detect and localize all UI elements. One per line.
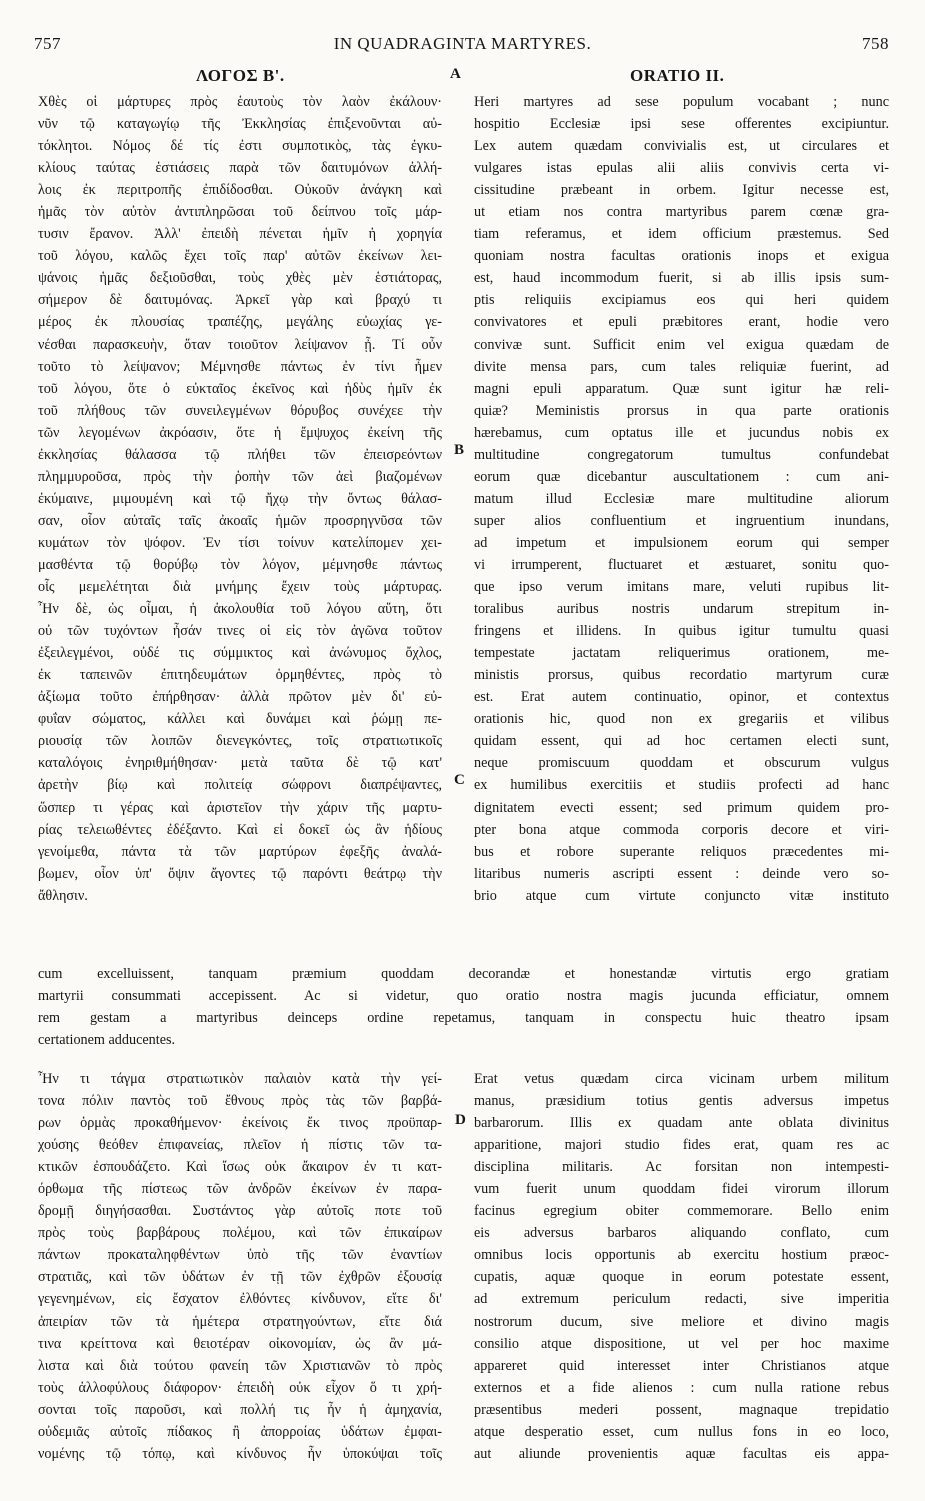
text-line: ἐξειλεγμένοι, οὐδέ τις σύμμικτος καὶ ἀνώνυμος ὄχλος, — [38, 645, 442, 662]
text-line: τοῦ λόγου, ὅτε ὁ εὐκταῖος ἐκεῖνος καὶ ἡδὺς ἡμῖν ἐκ — [38, 380, 442, 397]
text-line: atque desperatio esset, cum nullus fons in eo loco, — [474, 1423, 889, 1440]
text-line: ἄθλησιν. — [38, 887, 88, 904]
text-line: certationem adducentes. — [38, 1032, 176, 1049]
text-line: οὐδεμιᾶς αὐτοῖς πίδακος ἢ ἀπορροίας ὑδάτων ἐμφαι- — [38, 1423, 442, 1440]
text-line: apparitione, majori studio fides erat, quam res ac — [474, 1137, 889, 1154]
text-line: γεγενημένων, εἰς ἔσχατον ἐλθόντες κίνδυνον, εἴτε δι' — [38, 1291, 442, 1308]
text-line: τυσιν ἔρανον. Ἀλλ' ἐπειδὴ πένεται ἡμῖν ἡ χορηγία — [38, 226, 442, 243]
text-line: λοις ἐκ περιτροπῆς ἐπιδίδοσθαι. Οὐκοῦν ἀνάγκη καὶ — [38, 182, 442, 199]
text-line: multitudine congregatorum tumultus confundebat — [474, 446, 889, 463]
text-line: ad impetum et impulsionem eorum qui semper — [474, 534, 889, 551]
text-line: quidam essent, qui ad hoc certamen electi sunt, — [474, 733, 889, 750]
text-line: τονα πόλιν παντὸς τοῦ ἔθνους πρὸς τὰς τῶν βαρβά- — [38, 1093, 442, 1110]
text-line: magni epuli apparatum. Quæ sunt igitur hæ reli- — [474, 380, 889, 397]
text-line: tempestate jactatam reliquerimus orationem, me- — [474, 645, 889, 662]
text-line: dignitatem evecti essent; sed primum quidem pro- — [474, 799, 889, 816]
greek-text-column — [38, 91, 442, 907]
text-line: brio atque cum virtute conjuncto vitæ instituto — [474, 887, 889, 904]
text-line: vi irrumperent, fluctuaret et æstuaret, sonitu quo- — [474, 556, 889, 573]
text-line: σαν, οἷον αὐταῖς ταῖς ἀκοαῖς ἡμῶν προσρηγνῦσα τῶν — [38, 512, 442, 529]
text-line: hospitio Ecclesiæ ipsi sese offerentes excipiuntur. — [474, 116, 889, 133]
text-line: vulgares istas epulas alii aliis convivis certa vi- — [474, 160, 889, 177]
margin-marker-d: D — [455, 1112, 466, 1128]
text-line: Χθὲς οἱ μάρτυρες πρὸς ἑαυτοὺς τὸν λαὸν ἐκάλουν· — [38, 94, 442, 110]
text-line: facinus egregium obiter commemorare. Bello enim — [474, 1203, 889, 1220]
text-line: γενοίμεθα, πάντα τὰ τῶν μαρτύρων ἐφεξῆς ἀναλά- — [38, 843, 442, 860]
text-line: præsentibus mederi possent, magnaque trepidatio — [474, 1401, 889, 1418]
margin-marker-c: C — [454, 772, 465, 788]
text-line: appareret quid interesset inter Christianos atque — [474, 1357, 889, 1374]
text-line: cum excelluissent, tanquam præmium quoddam decorandæ et honestandæ virtutis ergo gratiam — [38, 966, 889, 982]
text-line: τοῦτο τὸ λείψανον; Μέμνησθε πάντως ἐν τίνι ἦμεν — [38, 358, 442, 375]
text-line: hærebamus, cum optatus ille et jucundus nobis ex — [474, 424, 889, 441]
greek-text-column-lower — [38, 1068, 442, 1465]
text-line: ἀπειρίαν τῶν τὰ ἡμέτερα στρατηγούντων, εἴτε διά — [38, 1313, 442, 1330]
text-line: κτικῶν ἐσπουδάζετο. Καὶ ἴσως οὐκ ἄκαιρον ἐν τι κατ- — [38, 1159, 442, 1176]
text-line: ad extremum periculum redacti, sive imperitia — [474, 1291, 889, 1308]
text-line: externos et a fide alienos : cum nulla ratione rebus — [474, 1379, 889, 1396]
text-line: χούσης θεόθεν ἐπιφανείας, πλεῖον ἡ πίστις τῶν τα- — [38, 1137, 442, 1154]
text-line: Erat vetus quædam circa vicinam urbem militum — [474, 1071, 889, 1087]
text-line: ὥσπερ τι γέρας καὶ ἀριστεῖον τὴν χάριν τῆς μαρτυ- — [38, 799, 442, 816]
text-line: λιστα καὶ διὰ τούτου φανείη τῶν Χριστιανῶν τὸ πρὸς — [38, 1357, 442, 1374]
text-line: nostrorum ducum, sive meliore et divino magis — [474, 1313, 889, 1330]
text-line: ψάνοις ἡμᾶς δεξιοῦσθαι, τοὺς χθὲς μὲν ἑστιάτορας, — [38, 270, 442, 287]
latin-full-width-paragraph — [38, 963, 889, 1051]
latin-text-column-lower — [474, 1068, 889, 1465]
text-line: neque promiscuum quoddam et obscurum vulgus — [474, 755, 889, 772]
text-line: όρθωμα τῆς πίστεως τῶν ἀνδρῶν ἐκείνων ἐν παρα- — [38, 1181, 442, 1198]
text-line: cissitudine præbeant in orbem. Igitur necesse est, — [474, 182, 889, 199]
page-number-right: 758 — [862, 34, 889, 53]
text-line: quiæ? Meministis prorsus in qua parte orationis — [474, 402, 889, 419]
text-line: στρατιᾶς, καὶ τῶν ὑδάτων ἐν τῇ τῶν ἐχθρῶν ἐξουσίᾳ — [38, 1269, 442, 1286]
text-line: cupatis, aquæ quoque in eorum potestate essent, — [474, 1269, 889, 1286]
text-line: νομένης τῷ τόπῳ, καὶ κίνδυνος ἦν ὑποκύψαι τοῖς — [38, 1445, 442, 1462]
text-line: ἐκ ταπεινῶν ἐπιτηδευμάτων ὁρμηθέντες, πρὸς τὸ — [38, 667, 442, 684]
text-line: τῶν λεγομένων ἀκρόασιν, ὅτε ἡ ἔμψυχος ἐκείνη τῆς — [38, 424, 442, 441]
text-line: νῦν τῷ καταγωγίῳ τῆς Ἐκκλησίας ἐπιξενοῦνται αὐ- — [38, 116, 442, 133]
text-line: quoniam nostra facultas orationis inops et exigua — [474, 248, 889, 265]
text-line: tiam referamus, et idem officium præstemus. Sed — [474, 226, 889, 243]
text-line: consilio atque dispositione, ut vel per hoc maxime — [474, 1335, 889, 1352]
text-line: ρίας τελειωθέντες ἐδέξαντο. Καὶ εἰ δοκεῖ ὡς ἂν ἡδίους — [38, 821, 442, 838]
text-line: est, haud incommodum fuerit, si ab illis ipsis sum- — [474, 270, 889, 287]
text-line: ut etiam nos contra martyribus parem cœnæ gra- — [474, 204, 889, 221]
text-line: κυμάτων τὸν ψόφον. Ἐν τίσι τοίνυν κατελίπομεν χει- — [38, 534, 442, 551]
text-line: convivæ sunt. Sufficit enim vel exigua quædam de — [474, 336, 889, 353]
text-line: ministis prorsus, quibus recordatio martyrum curæ — [474, 667, 889, 684]
text-line: vum fuerit unum quoddam fidei virorum illorum — [474, 1181, 889, 1198]
text-line: μασθέντα τῷ θορύβῳ τὸν λόγον, μέμνησθε πάντως — [38, 556, 442, 573]
text-line: manus, præsidium totius gentis adversus impetus — [474, 1093, 889, 1110]
text-line: οἷς μεμελέτηται διὰ μνήμης ἔχειν τοὺς μάρτυρας. — [38, 579, 442, 596]
text-line: τοῦ πλήθους τῶν συνειλεγμένων θόρυβος συνέχεε τὴν — [38, 402, 442, 419]
text-line: est. Erat autem continuatio, opinor, et contextus — [474, 689, 889, 706]
text-line: ρων ὁρμὰς προκαθήμενον· ἐκείνοις ἔκ τινος προϋπαρ- — [38, 1115, 442, 1132]
text-line: ἐκύμαινε, μιμουμένη καὶ τῷ ἤχῳ τὴν ὄντως θάλασ- — [38, 490, 442, 507]
text-line: barbarorum. Illis ex quadam ante oblata divinitus — [474, 1115, 889, 1132]
text-line: matum illud Ecclesiæ mare multitudine aliorum — [474, 490, 889, 507]
page-number-left: 757 — [34, 34, 61, 53]
text-line: toralibus auribus nostris undarum strepitum in- — [474, 601, 889, 618]
text-line: aut aliunde provenientis aquæ facultas eis appa- — [474, 1445, 889, 1462]
text-line: que ipso verum imitans mare, veluti rupibus lit- — [474, 579, 889, 596]
text-line: μέρος ἐκ πλουσίας τραπέζης, μεγάλης εὐωχίας γε- — [38, 314, 442, 331]
margin-marker-b: B — [454, 442, 465, 458]
text-line: τόκλητοι. Νόμος δέ τίς ἐστι συμποτικὸς, τὰς ἐγκυ- — [38, 138, 442, 155]
text-line: ex humilibus exercitiis et studiis profecti ad hanc — [474, 777, 889, 794]
text-line: βωμεν, οἷον ὑπ' ὄψιν ἄγοντες τῷ παρόντι θεάτρῳ τὴν — [38, 865, 442, 882]
text-line: ἀξίωμα τοῦτο ἐπήρθησαν· ἀλλὰ πρῶτον μὲν δι' εὐ- — [38, 689, 442, 706]
margin-marker-a: A — [450, 66, 461, 82]
text-line: orationis hic, quod non ex gregariis et vilibus — [474, 711, 889, 728]
text-line: eis adversus barbaros aliquando conflato, cum — [474, 1225, 889, 1242]
text-line: καταλόγοις ἐνηριθμήθησαν· μετὰ ταῦτα δὲ τῷ κατ' — [38, 755, 442, 772]
text-line: πρὸς τοὺς βαρβάρους πολέμου, καὶ τῶν ἐπικαίρων — [38, 1225, 442, 1242]
text-line: eorum quæ dicebantur auscultationem : cum ani- — [474, 468, 889, 485]
text-line: martyrii consummati accepissent. Ac si videtur, quo oratio nostra magis jucunda efficiatur, omnem — [38, 988, 889, 1005]
text-line: ptis reliquiis excipiamus eos qui heri quidem — [474, 292, 889, 309]
text-line: pter bona atque commoda corporis decore et viri- — [474, 821, 889, 838]
text-line: ἀρετὴν βίῳ καὶ πολιτείᾳ σώφρονι διαπρέψαντες, — [38, 777, 442, 794]
latin-text-column — [474, 91, 889, 907]
text-line: Ἦν δὲ, ὡς οἶμαι, ἡ ἀκολουθία τοῦ λόγου αὕτη, ὅτι — [38, 601, 442, 618]
text-line: Ἦν τι τάγμα στρατιωτικὸν παλαιὸν κατὰ τὴν γεί- — [38, 1071, 442, 1087]
text-line: δρομῇ διηγήσασθαι. Συστάντος γὰρ αὐτοῖς ποτε τοῦ — [38, 1203, 442, 1220]
text-line: bus et robore superante reliquos præcedentes mi- — [474, 843, 889, 860]
text-line: πλημμυροῦσα, πρὸς τὴν ῥοπὴν τῶν ἀεὶ βιαζομένων — [38, 468, 442, 485]
text-line: σήμερον δὲ δαιτυμόνας. Ἀρκεῖ γὰρ καὶ βραχύ τι — [38, 292, 442, 309]
running-title: IN QUADRAGINTA MARTYRES. — [333, 34, 592, 53]
text-line: ἐκκλησίας θάλασσα τῷ πλήθει τῶν ἐπεισρεόντων — [38, 446, 442, 463]
text-line: σονται τοῖς παροῦσι, καὶ πολλή τις ἦν ἡ ἀμηχανία, — [38, 1401, 442, 1418]
text-line: τινα κρείττονα καὶ θειοτέραν οἰκονομίαν, ὡς ἂν μά- — [38, 1335, 442, 1352]
text-line: disciplina militaris. Ac forsitan non intempesti- — [474, 1159, 889, 1176]
text-line: litaribus numeris ascripti essent : deinde vero so- — [474, 865, 889, 882]
text-line: φυΐαν σώματος, κάλλει καὶ δυνάμει καὶ ῥώμῃ πε- — [38, 711, 442, 728]
text-line: fringens et illidens. In quibus igitur tumultu quasi — [474, 623, 889, 640]
greek-section-title: ΛΟΓΟΣ Β'. — [196, 66, 285, 85]
latin-section-title: ORATIO II. — [630, 66, 725, 85]
text-line: convivatores et epuli præbitores erant, hodie vero — [474, 314, 889, 331]
text-line: οὐ τῶν τυχόντων ἦσάν τινες οἱ εἰς τὸν ἀγῶνα τοῦτον — [38, 623, 442, 640]
text-line: νέσθαι παρασκευὴν, ὅταν τοιοῦτον λείψανον ᾖ. Τί οὖν — [38, 336, 442, 353]
text-line: omnibus locis opportunis ab exercitu hostium præoc- — [474, 1247, 889, 1264]
text-line: rem gestam a martyribus deinceps ordine repetamus, tanquam in conspectu huic theatro ipsam — [38, 1010, 889, 1027]
text-line: τοὺς ἀλλοφύλους διάφορον· ἐπειδὴ οὐκ εἶχον ὅ τι χρή- — [38, 1379, 442, 1396]
text-line: ἡμᾶς τὸν αὐτὸν ἀντιπληρῶσαι τοῦ δείπνου τοῖς μάρ- — [38, 204, 442, 221]
text-line: divite mensa pars, cum tales reliquiæ fuerint, ad — [474, 358, 889, 375]
text-line: ριουσίᾳ τῶν λοιπῶν διενεγκόντες, τοῖς στρατιωτικοῖς — [38, 733, 442, 750]
text-line: super alios confluentium et ingruentium inundans, — [474, 512, 889, 529]
text-line: Lex autem quædam convivialis est, ut circulares et — [474, 138, 889, 155]
text-line: Heri martyres ad sese populum vocabant ; nunc — [474, 94, 889, 110]
text-line: τοῦ λόγου, καλῶς ἔχει τοῖς παρ' αὐτῶν ἐκείνων λει- — [38, 248, 442, 265]
text-line: πάντων προκαταληφθέντων ὑπὸ τῆς τῶν ἐναντίων — [38, 1247, 442, 1264]
text-line: κλίους ταύτας ἑστιάσεις παρὰ τῶν δαιτυμόνων ἀλλή- — [38, 160, 442, 177]
